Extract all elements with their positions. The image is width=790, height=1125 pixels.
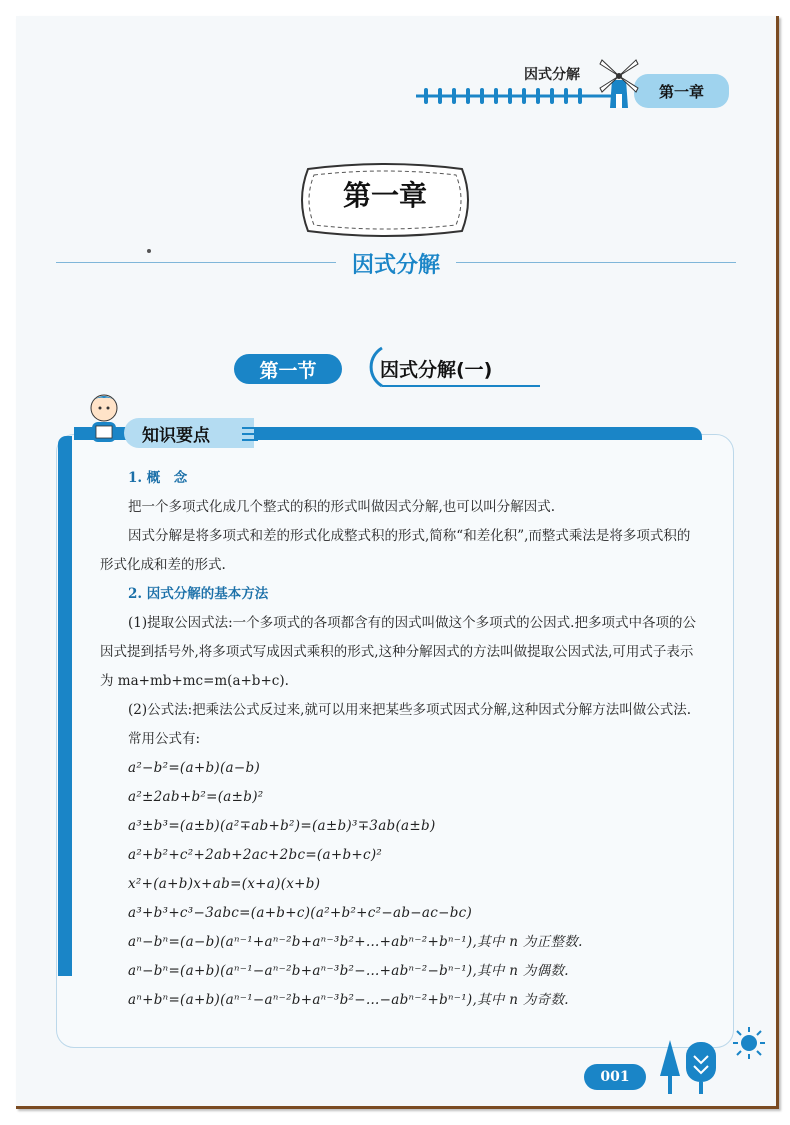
formula-line: x²+(a+b)x+ab=(x+a)(x+b) bbox=[128, 876, 321, 892]
running-header bbox=[16, 16, 776, 136]
knowledge-box-sidebar bbox=[58, 436, 72, 976]
chapter-subtitle: 因式分解 bbox=[351, 253, 440, 278]
paragraph: 常用公式有: bbox=[128, 731, 201, 747]
book-page bbox=[16, 16, 779, 1109]
formula-line: a³±b³=(a±b)(a²∓ab+b²)=(a±b)³∓3ab(a±b) bbox=[128, 818, 436, 834]
formula-line: a²+b²+c²+2ab+2ac+2bc=(a+b+c)² bbox=[128, 847, 383, 863]
page-number: 001 bbox=[584, 1064, 646, 1090]
speck-mark bbox=[146, 248, 152, 254]
chapter-tab: 第一章 bbox=[634, 74, 729, 108]
item-heading: 1. 概 念 bbox=[128, 470, 188, 486]
knowledge-content bbox=[100, 464, 700, 1015]
fence-icon bbox=[416, 84, 616, 108]
running-title: 因式分解 bbox=[524, 67, 580, 83]
formula-line: aⁿ−bⁿ=(a+b)(aⁿ⁻¹−aⁿ⁻²b+aⁿ⁻³b²−…+abⁿ⁻²−bⁿ⁻¹),其中 n 为偶数. bbox=[128, 963, 569, 979]
tree-icon bbox=[656, 1036, 726, 1096]
section-label: 第一节 bbox=[234, 354, 342, 384]
formula-line: a²−b²=(a+b)(a−b) bbox=[128, 760, 261, 776]
tag-lines-icon bbox=[240, 422, 264, 446]
windmill-icon bbox=[594, 54, 644, 110]
paragraph: 把一个多项式化成几个整式的积的形式叫做因式分解,也可以叫分解因式. bbox=[128, 499, 556, 515]
formula-line: aⁿ−bⁿ=(a−b)(aⁿ⁻¹+aⁿ⁻²b+aⁿ⁻³b²+…+abⁿ⁻²+bⁿ⁻¹),其中 n 为正整数. bbox=[128, 934, 583, 950]
chapter-title: 第一章 bbox=[342, 179, 427, 212]
paragraph: 因式分解是将多项式和差的形式化成整式积的形式,简称“和差化积”,而整式乘法是将多项式积的形式化成和差的形式. bbox=[100, 528, 691, 573]
knowledge-points-tag: 知识要点 bbox=[124, 418, 254, 448]
section-title: 因式分解(一) bbox=[380, 359, 493, 381]
formula-line: a³+b³+c³−3abc=(a+b+c)(a²+b²+c²−ab−ac−bc) bbox=[128, 905, 473, 921]
formula-line: aⁿ+bⁿ=(a+b)(aⁿ⁻¹−aⁿ⁻²b+aⁿ⁻³b²−…−abⁿ⁻²+bⁿ⁻¹),其中 n 为奇数. bbox=[128, 992, 569, 1008]
sun-icon bbox=[732, 1026, 766, 1060]
divider-left bbox=[56, 262, 336, 263]
paragraph: (2)公式法:把乘法公式反过来,就可以用来把某些多项式因式分解,这种因式分解方法叫做公式法. bbox=[128, 702, 692, 718]
divider-right bbox=[456, 262, 736, 263]
item-heading: 2. 因式分解的基本方法 bbox=[128, 586, 269, 602]
paragraph: (1)提取公因式法:一个多项式的各项都含有的因式叫做这个多项式的公因式.把多项式中各项的公因式提到括号外,将多项式写成因式乘积的形式,这种分解因式的方法叫做提取公因式法,可用式子表示为 ma+mb+mc=m(a+b+c). bbox=[100, 615, 696, 689]
formula-line: a²±2ab+b²=(a±b)² bbox=[128, 789, 264, 805]
mascot-icon bbox=[76, 388, 132, 448]
